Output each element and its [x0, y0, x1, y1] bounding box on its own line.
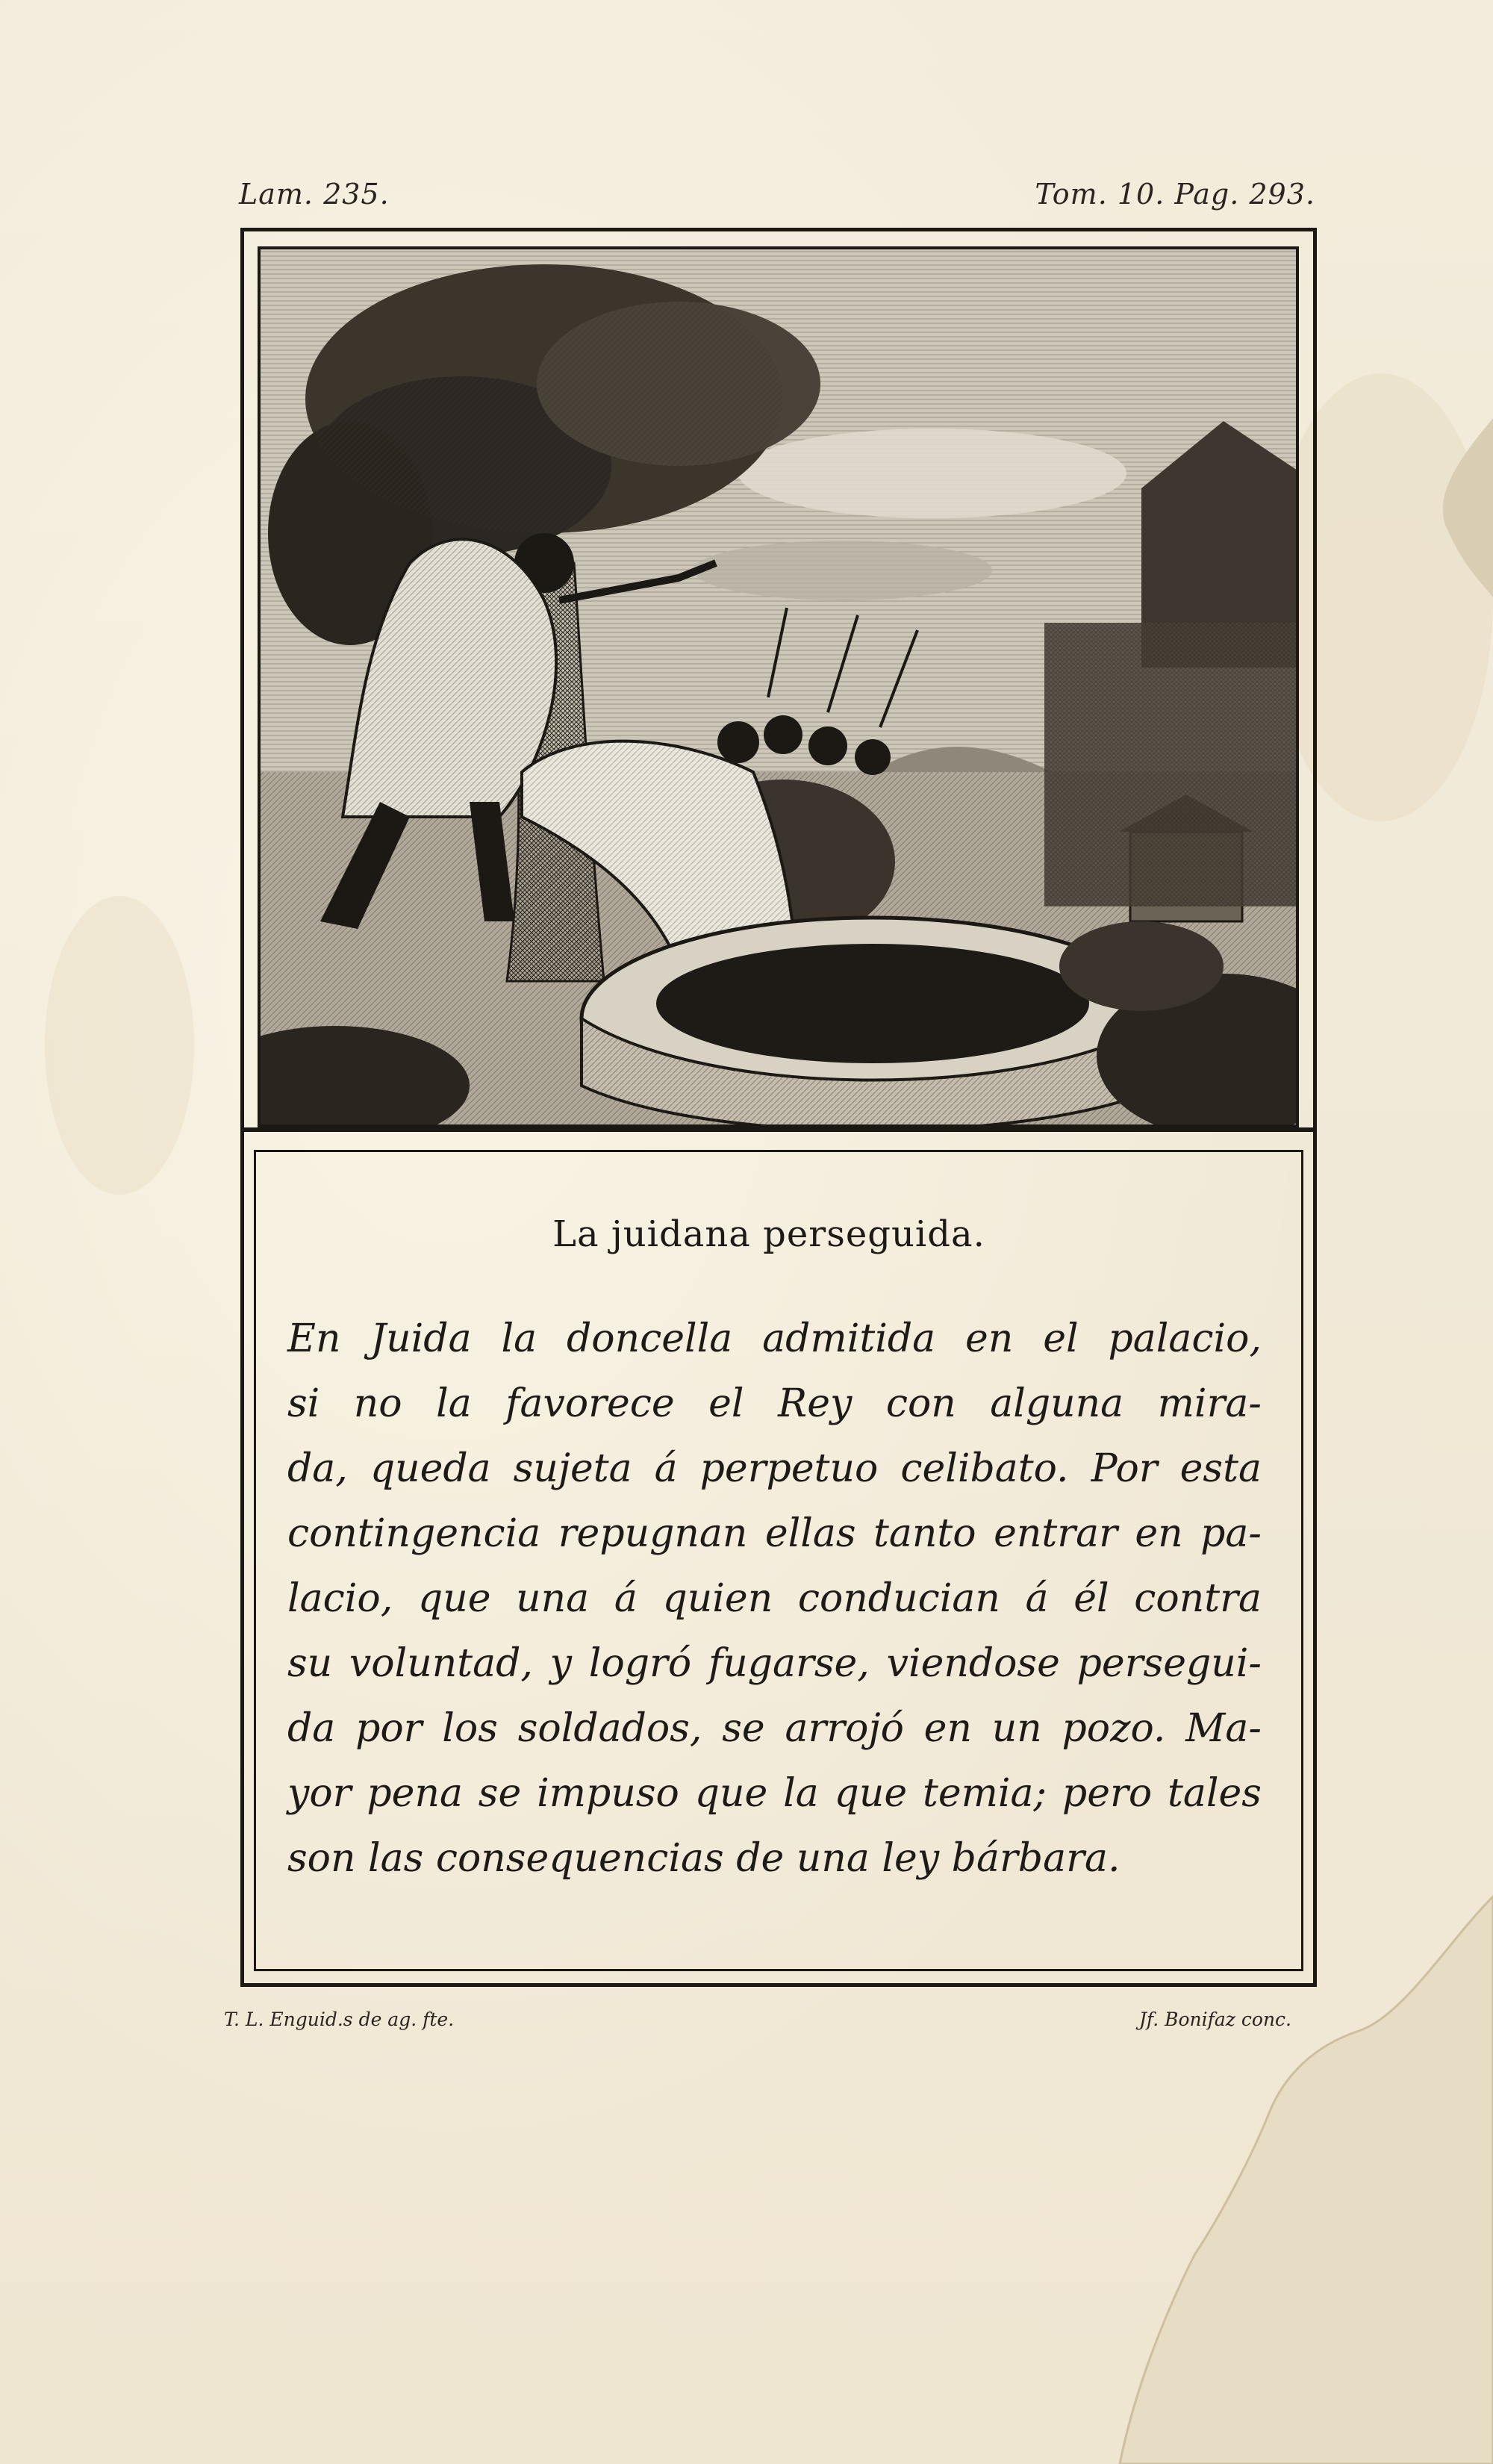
- plate-divider-rule: [240, 1127, 1317, 1132]
- caption-line: son las consequencias de una ley bárbara.: [287, 1836, 1120, 1881]
- caption-line: da, queda sujeta á perpetuo celibato. Por esta: [287, 1446, 1262, 1491]
- caption-line: yor pena se impuso que la que temia; pero tales: [287, 1771, 1262, 1816]
- caption-line: En Juida la doncella admitida en el palacio,: [287, 1316, 1262, 1361]
- engraving-scene: [261, 249, 1299, 1127]
- caption-line: lacio, que una á quien conducian á él contra: [287, 1576, 1262, 1621]
- caption-body: [287, 1307, 1262, 1891]
- cloud: [738, 429, 1126, 518]
- caption-title: La juidana perseguida.: [552, 1213, 985, 1255]
- finisher-credit: Jf. Bonifaz conc.: [1138, 2009, 1291, 2030]
- caption-line: su voluntad, y logró fugarse, viendose persegui-: [287, 1641, 1262, 1686]
- engraver-credit: T. L. Enguid.s de ag. fte.: [224, 2009, 455, 2030]
- caption-line: si no la favorece el Rey con alguna mira-: [287, 1381, 1262, 1426]
- tome-reference: Tom. 10. Pag. 293.: [1035, 178, 1315, 211]
- cloud: [693, 541, 992, 600]
- caption-line: contingencia repugnan ellas tanto entrar en pa-: [287, 1511, 1262, 1556]
- plate-number: Lam. 235.: [239, 178, 390, 211]
- caption-line: da por los soldados, se arrojó en un pozo. Ma-: [287, 1706, 1262, 1751]
- engraving-illustration: [258, 246, 1299, 1127]
